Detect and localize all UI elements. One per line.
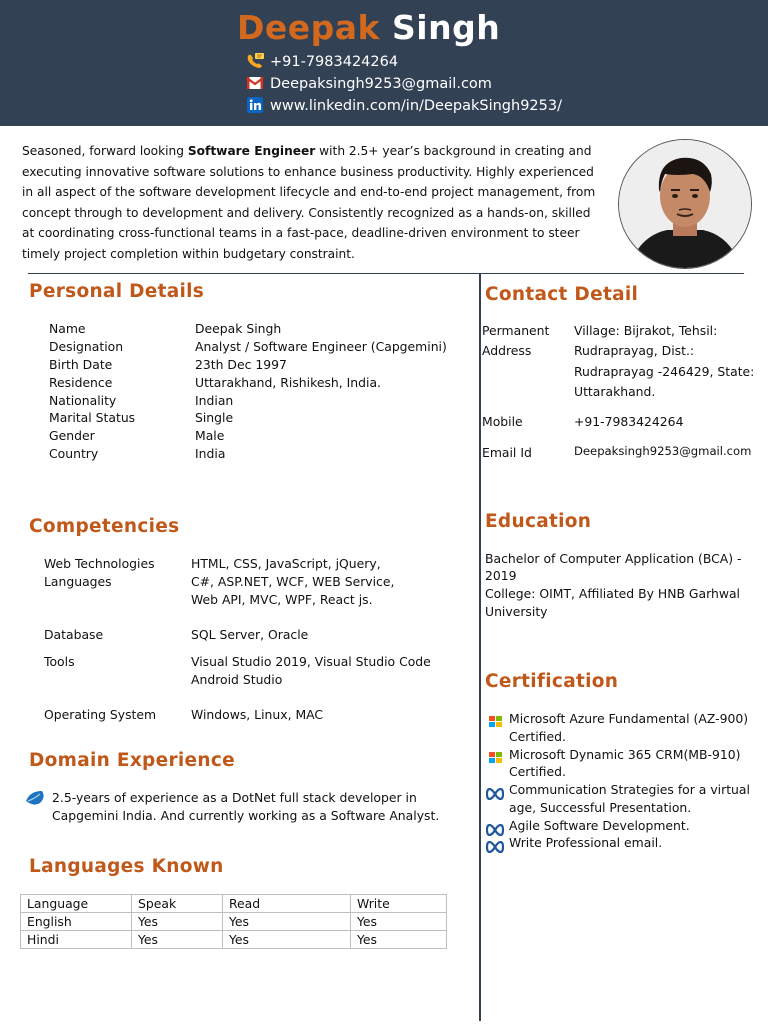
certification-item: age, Successful Presentation. xyxy=(509,800,692,815)
horizontal-divider xyxy=(28,273,744,274)
certification-item: Certified. xyxy=(509,729,566,744)
mobile-label: Mobile xyxy=(482,414,523,429)
education-text: 2019 xyxy=(485,568,517,583)
web-tech-value: Web API, MVC, WPF, React js. xyxy=(191,592,373,607)
personal-value: Male xyxy=(195,428,225,443)
certification-item: Microsoft Azure Fundamental (AZ-900) xyxy=(509,711,749,726)
table-cell: Yes xyxy=(351,931,447,949)
infinity-icon xyxy=(486,838,504,850)
vertical-divider xyxy=(479,273,481,1021)
personal-label: Country xyxy=(49,446,99,461)
infinity-icon xyxy=(486,821,504,833)
certification-item: Communication Strategies for a virtual xyxy=(509,782,750,797)
email-value[interactable]: Deepaksingh9253@gmail.com xyxy=(574,444,752,458)
column-header: Speak xyxy=(132,895,223,913)
domain-experience-heading: Domain Experience xyxy=(29,750,235,771)
header-linkedin xyxy=(246,97,562,114)
certification-item: Agile Software Development. xyxy=(509,818,690,833)
personal-details-heading: Personal Details xyxy=(29,281,205,302)
certification-item: Microsoft Dynamic 365 CRM(MB-910) xyxy=(509,747,741,762)
full-name xyxy=(237,8,500,47)
tools-value: Android Studio xyxy=(191,672,283,687)
web-tech-label: Web Technologies xyxy=(44,556,155,571)
web-tech-value: C#, ASP.NET, WCF, WEB Service, xyxy=(191,574,395,589)
header-email xyxy=(246,75,492,92)
domain-experience-text: 2.5-years of experience as a DotNet full stack developer in xyxy=(52,790,417,805)
address-label: Permanent xyxy=(482,323,550,338)
header-email-text[interactable]: Deepaksingh9253@gmail.com xyxy=(270,76,492,92)
tools-label: Tools xyxy=(44,654,75,669)
languages-known-heading: Languages Known xyxy=(29,856,224,877)
personal-label: Birth Date xyxy=(49,357,113,372)
table-cell: Yes xyxy=(223,913,351,931)
table-row xyxy=(21,913,447,931)
mobile-value: +91-7983424264 xyxy=(574,414,684,429)
summary-text-2: with 2.5+ year’s background in creating and executing innovative software solutions to enhance business productivity. Highly experienced in all aspect of the software development lifecycle and end-to-end project management, from concept through to development and delivery. Consistently recognized as a hands-on, skilled at coordinating cross-functional teams in a fast-pace, deadline-driven environment to steer timely project completion within budgetary constraint. xyxy=(22,144,596,261)
personal-label: Residence xyxy=(49,375,113,390)
table-cell: Yes xyxy=(351,913,447,931)
column-header: Write xyxy=(351,895,447,913)
web-tech-value: HTML, CSS, JavaScript, jQuery, xyxy=(191,556,381,571)
personal-label: Gender xyxy=(49,428,95,443)
personal-value: Uttarakhand, Rishikesh, India. xyxy=(195,375,381,390)
personal-value: Deepak Singh xyxy=(195,321,282,336)
table-cell: Yes xyxy=(132,913,223,931)
infinity-icon xyxy=(486,785,504,797)
header-phone xyxy=(246,53,398,70)
languages-label: Languages xyxy=(44,574,112,589)
personal-value: India xyxy=(195,446,226,461)
table-cell: Yes xyxy=(132,931,223,949)
address-value: Uttarakhand. xyxy=(574,384,656,399)
os-value: Windows, Linux, MAC xyxy=(191,707,324,722)
header-banner xyxy=(0,0,768,126)
summary-text-1: Seasoned, forward looking xyxy=(22,144,188,158)
bullet-leaf-icon xyxy=(24,789,48,813)
contact-detail-heading: Contact Detail xyxy=(485,284,639,305)
personal-label: Nationality xyxy=(49,393,117,408)
certification-item: Write Professional email. xyxy=(509,835,663,850)
header-linkedin-text[interactable]: www.linkedin.com/in/DeepakSingh9253/ xyxy=(270,98,562,114)
os-label: Operating System xyxy=(44,707,157,722)
microsoft-logo-icon xyxy=(489,749,503,761)
header-phone-text: +91-7983424264 xyxy=(270,54,399,70)
microsoft-logo-icon xyxy=(489,713,503,725)
education-text: University xyxy=(485,604,548,619)
table-row xyxy=(21,931,447,949)
personal-value: Indian xyxy=(195,393,234,408)
education-heading: Education xyxy=(485,511,592,532)
certification-heading: Certification xyxy=(485,671,619,692)
first-name: Deepak xyxy=(237,8,380,47)
database-label: Database xyxy=(44,627,104,642)
address-value: Village: Bijrakot, Tehsil: xyxy=(574,323,718,338)
database-value: SQL Server, Oracle xyxy=(191,627,309,642)
summary-bold: Software Engineer xyxy=(187,144,316,158)
column-header: Read xyxy=(223,895,351,913)
competencies-heading: Competencies xyxy=(29,516,180,537)
email-label: Email Id xyxy=(482,445,532,460)
table-cell: English xyxy=(21,913,132,931)
column-header: Language xyxy=(21,895,132,913)
personal-label: Marital Status xyxy=(49,410,136,425)
certification-item: Certified. xyxy=(509,764,566,779)
education-text: College: OIMT, Affiliated By HNB Garhwal xyxy=(485,586,740,601)
profile-photo xyxy=(618,139,752,269)
personal-value: 23th Dec 1997 xyxy=(195,357,287,372)
address-value: Rudraprayag, Dist.: xyxy=(574,343,695,358)
email-icon xyxy=(246,75,264,91)
table-header-row xyxy=(21,895,447,913)
domain-experience-text: Capgemini India. And currently working as a Software Analyst. xyxy=(52,808,440,823)
personal-label: Designation xyxy=(49,339,124,354)
address-value: Rudraprayag -246429, State: xyxy=(574,364,755,379)
education-text: Bachelor of Computer Application (BCA) - xyxy=(485,551,742,566)
last-name: Singh xyxy=(392,8,501,47)
personal-value: Analyst / Software Engineer (Capgemini) xyxy=(195,339,447,354)
phone-icon xyxy=(246,53,264,69)
linkedin-icon xyxy=(246,97,264,113)
tools-value: Visual Studio 2019, Visual Studio Code xyxy=(191,654,431,669)
profile-summary xyxy=(22,141,600,264)
personal-value: Single xyxy=(195,410,234,425)
languages-table xyxy=(20,894,447,949)
table-cell: Yes xyxy=(223,931,351,949)
table-cell: Hindi xyxy=(21,931,132,949)
address-label: Address xyxy=(482,343,532,358)
personal-label: Name xyxy=(49,321,86,336)
